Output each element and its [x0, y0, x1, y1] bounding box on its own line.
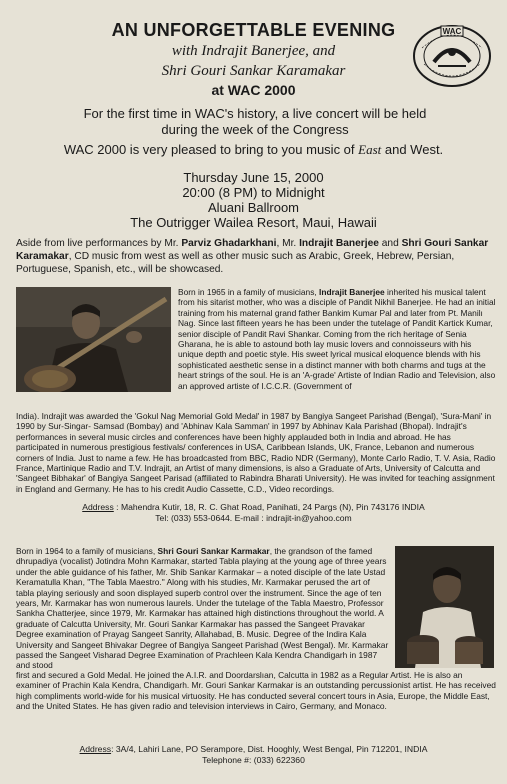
bio1-name: Indrajit Banerjee — [319, 287, 385, 297]
bio-karmakar-part-a — [16, 546, 389, 671]
bio-indrajit-part-b: India). Indrajit was awarded the 'Gokul Nag Memorial Gold Medal' in 1987 by Bangiya Sangeet Parishad (Bengal), 'Sura-Mani' in 1990 by Sur-Singar- Samsad (Bombay) and 'Abhinav Kala Samman' in 1997 by Abhinav Kala Parishad (Bhopal). Indrajit's performances in several music circles and conferences have been highly applauded both in India and abroad. He has participated in numerous prestigious festivals/ conferences in USA, Caribbean Islands, UK, France, Lebanon and numerous corners of India. Just to name a few. He has broadcasted from BBC, Radio NDR (Germany), Monte Carlo Radio, T. V. Asia, Radio France, Martinique Radio and T.V. Indrajit, an Artist of many dimensions, is also a Graduate of Arts, University of Calcutta and 'Sangeet Bibhakar' of Bangiya Sangeet Parisad (affiliated to Rabindra Bharati University). He was invited for teaching assignment in England and Germany. He has to his credit Audio Cassette, C.D., Video recordings. — [16, 411, 496, 494]
bio-karmakar-part-b: first and secured a Gold Medal. He joined the A.I.R. and Doordarslıan, Calcutta in 1982 as a Regular Artist. He is also an examiner of Prachin Kala Kendra, Chandigarh. Mr. Gouri Sankar Karmakar is an outstanding percussionist artist. He has received high compliments world-wide for his musical virtuosity. He has conducted several concert tours in Asia, Europe, the Middle East, and the United States. He has given radio and television interviews in Cairo, Germany, and Monaco. — [16, 670, 496, 712]
pleased-east: East — [358, 142, 382, 157]
address-karmakar — [0, 744, 507, 765]
pleased-post: and West. — [381, 142, 444, 157]
svg-text:WAC: WAC — [442, 27, 462, 36]
photo-gouri-sankar-karmakar — [395, 546, 494, 668]
bio2-pre: Born in 1964 to a family of musicians, — [16, 546, 158, 556]
wac-seal-logo — [412, 24, 492, 88]
aside-paragraph — [16, 237, 494, 276]
address-text-1: : Mahendra Kutir, 18, R. C. Ghat Road, Panihati, 24 Pargs (N), Pin 743176 INDIA — [113, 502, 425, 512]
sitar-player-image — [16, 287, 171, 392]
subtitle-line-2: Shri Gouri Sankar Karamakar — [161, 63, 346, 79]
bio2-post: , the grandson of the famed dhrupadiya (vocalist) Jotindra Mohn Karmakar, started Tabla playing at the young age of three years under the able guidance of his father, Mr. Shib Sankar Karmakar – a noted disciple of the late Ustad Keramatulla Khan, "The Tabla Maestro." Along with his studies, Mr. Karmakar perused the art of tabla playing seriously and soon displayed superb control over the instrument. Since the age of ten years, Mr. Karmakar has won numerous laurels. Under the tutelage of the Tabla Maestro, Professor Sankha Chatterjee, since 1979, Mr. Karmakar has attained high distinctions throughout the world. A graduate of Calcutta University, Mr. Gouri Sankar Karmakar has passed the Sangeet Pravakar Degree examination of Prayag Sangeet Sanrity, Allahabad, B. Music. Degree of the Indira Kala University and Sangeet Bhivakar Degree of Bangiya Sangeet Parishad (West Bengal). Mr. Karmakar passed the Sangeet Visharad Degree Examination of Prachleen Kala Kendra Chandigarh in 1987 and stood — [16, 546, 389, 671]
intro-line-1: For the first time in WAC's history, a live concert will be held — [83, 106, 427, 121]
aside-text-1: Aside from live performances by Mr. — [16, 238, 182, 249]
pleased-line — [0, 142, 507, 158]
aside-text-4: , CD music from west as well as other music such as Arabic, Greek, Hebrew, Persian, Portuguese, Spanish, etc., will be showcased. — [16, 251, 455, 275]
contact-karmakar: Telephone #: (033) 622360 — [202, 754, 305, 765]
photo-indrajit-banerjee — [16, 287, 171, 392]
event-date: Thursday June 15, 2000 — [183, 170, 324, 185]
event-time: 20:00 (8 PM) to Midnight — [182, 185, 325, 200]
event-details — [0, 170, 507, 230]
event-venue: The Outrigger Wailea Resort, Maui, Hawaii — [130, 215, 377, 230]
address-label-1: Address — [82, 502, 114, 512]
contact-indrajit: Tel: (033) 553-0644. E-mail : indrajit-in@yahoo.com — [155, 512, 352, 523]
address-indrajit — [0, 502, 507, 523]
address-label-2: Address — [79, 744, 112, 754]
tabla-player-image — [395, 546, 494, 668]
intro-line-2: during the week of the Congress — [161, 122, 349, 137]
bio1-pre: Born in 1965 in a family of musicians, — [178, 287, 320, 297]
bio2-name: Shri Gouri Sankar Karmakar — [157, 546, 270, 556]
intro-text — [40, 106, 470, 138]
flyer-title: AN UNFORGETTABLE EVENING — [111, 20, 396, 40]
aside-text-2: , Mr. — [276, 238, 300, 249]
subtitle-line-1: with Indrajit Banerjee, and — [171, 43, 336, 59]
at-wac-line: at WAC 2000 — [211, 82, 296, 98]
address-text-2: : 3A/4, Lahiri Lane, PO Serampore, Dist. Hooghly, West Bengal, Pin 712201, INDIA — [111, 744, 428, 754]
aside-text-3: and — [378, 238, 402, 249]
pleased-pre: WAC 2000 is very pleased to bring to you music of — [63, 142, 359, 157]
bio1-post: inherited his musical talent from his sitarist mother, who was a disciple of Pandit Nikhil Banerjee. He had an initial training from his maternal grand father Bankim Kumar Pal and later from Pt. Manilı Nag. Since last fifteen years he has been under the tutelage of Pandit Kartick Kumar, senior disciple of Pandit Ravi Shankar. Coming from the rich heritage of Senia Gharana, he is able to astound both lay music lovers and connoisseurs with his unique depth and poetic style. His sweet lyrical musical eloquence blends with his sophisticated aesthetic sense in a distinct manner with both charms and tugs at the heart strings of the soul. He is an 'A-grade' Artiste of Indian Radio and Television, also an approved artiste of I.C.C.R. (Government of — [178, 287, 496, 391]
aside-name-3: Shri Gouri Sankar Karamakar — [16, 238, 489, 262]
bio-indrajit-part-a — [178, 287, 496, 391]
event-room: Aluani Ballroom — [207, 200, 300, 215]
aside-name-2: Indrajit Banerjee — [299, 238, 379, 249]
aside-name-1: Parviz Ghadarkhani — [181, 238, 277, 249]
